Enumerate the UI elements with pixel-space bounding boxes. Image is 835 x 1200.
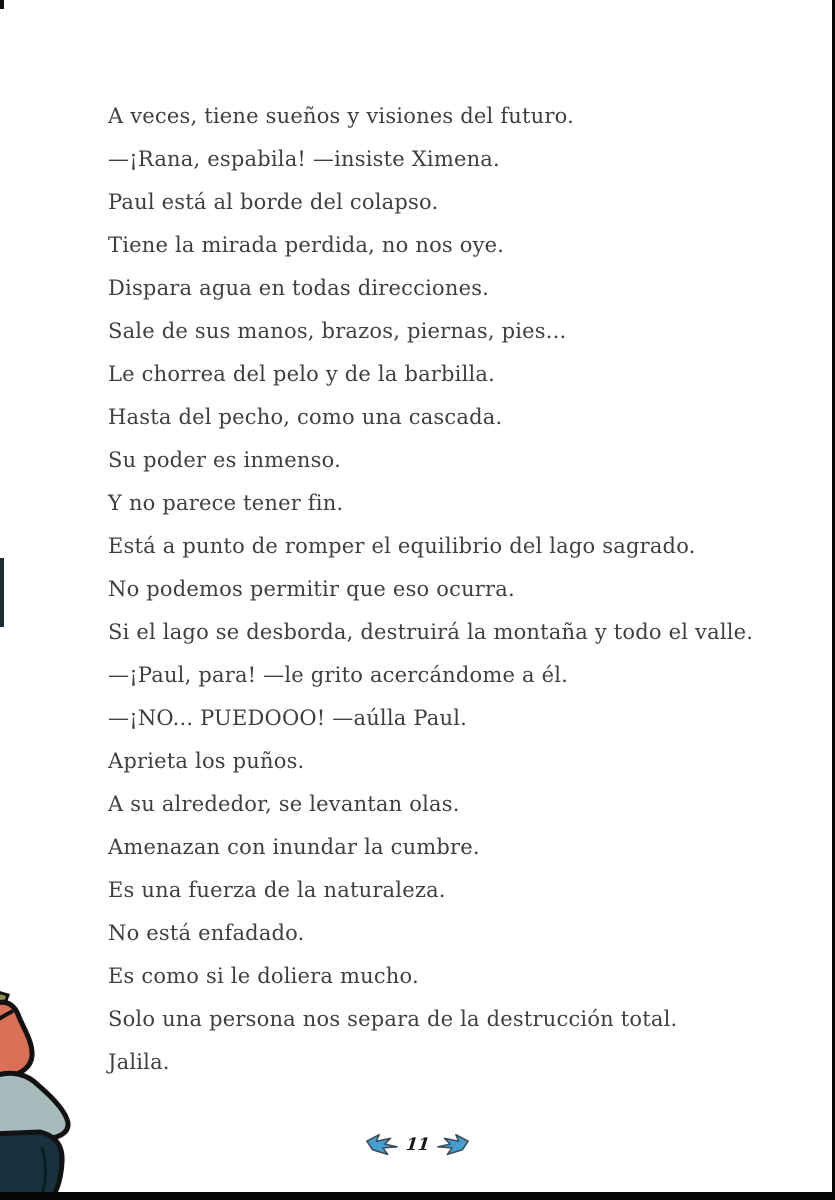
text-line: Solo una persona nos separa de la destrucción total. [108,1007,678,1031]
text-line: Es una fuerza de la naturaleza. [108,878,446,902]
page-edge-bottom [0,1192,835,1200]
text-line: —¡Paul, para! —le grito acercándome a él. [108,663,569,687]
page-number: 11 [404,1135,431,1155]
character-illustration [0,985,78,1200]
text-line: Su poder es inmenso. [108,448,341,472]
text-line: No podemos permitir que eso ocurra. [108,577,515,601]
text-line: Y no parece tener fin. [108,491,344,515]
text-line: Amenazan con inundar la cumbre. [108,835,480,859]
text-line: —¡NO... PUEDOOO! —aúlla Paul. [108,706,467,730]
text-line: Está a punto de romper el equilibrio del lago sagrado. [108,534,696,558]
swallow-icon-left [365,1132,399,1158]
text-line: A su alrededor, se levantan olas. [108,792,460,816]
text-line: —¡Rana, espabila! —insiste Ximena. [108,147,500,171]
text-line: Paul está al borde del colapso. [108,190,439,214]
page-text [108,95,768,1084]
text-line: Es como si le doliera mucho. [108,964,419,988]
swallow-icon-right [436,1132,470,1158]
text-line: Aprieta los puños. [108,749,305,773]
corner-mark [0,0,4,9]
page-footer [0,1128,835,1162]
text-line: Hasta del pecho, como una cascada. [108,405,503,429]
text-line: Si el lago se desborda, destruirá la montaña y todo el valle. [108,620,754,644]
text-line: Jalila. [108,1050,170,1074]
left-page-bleed [0,558,4,627]
text-line: A veces, tiene sueños y visiones del futuro. [108,104,574,128]
text-line: Tiene la mirada perdida, no nos oye. [108,233,505,257]
text-line: Dispara agua en todas direcciones. [108,276,490,300]
text-line: No está enfadado. [108,921,305,945]
text-line: Sale de sus manos, brazos, piernas, pies... [108,319,567,343]
text-line: Le chorrea del pelo y de la barbilla. [108,362,496,386]
